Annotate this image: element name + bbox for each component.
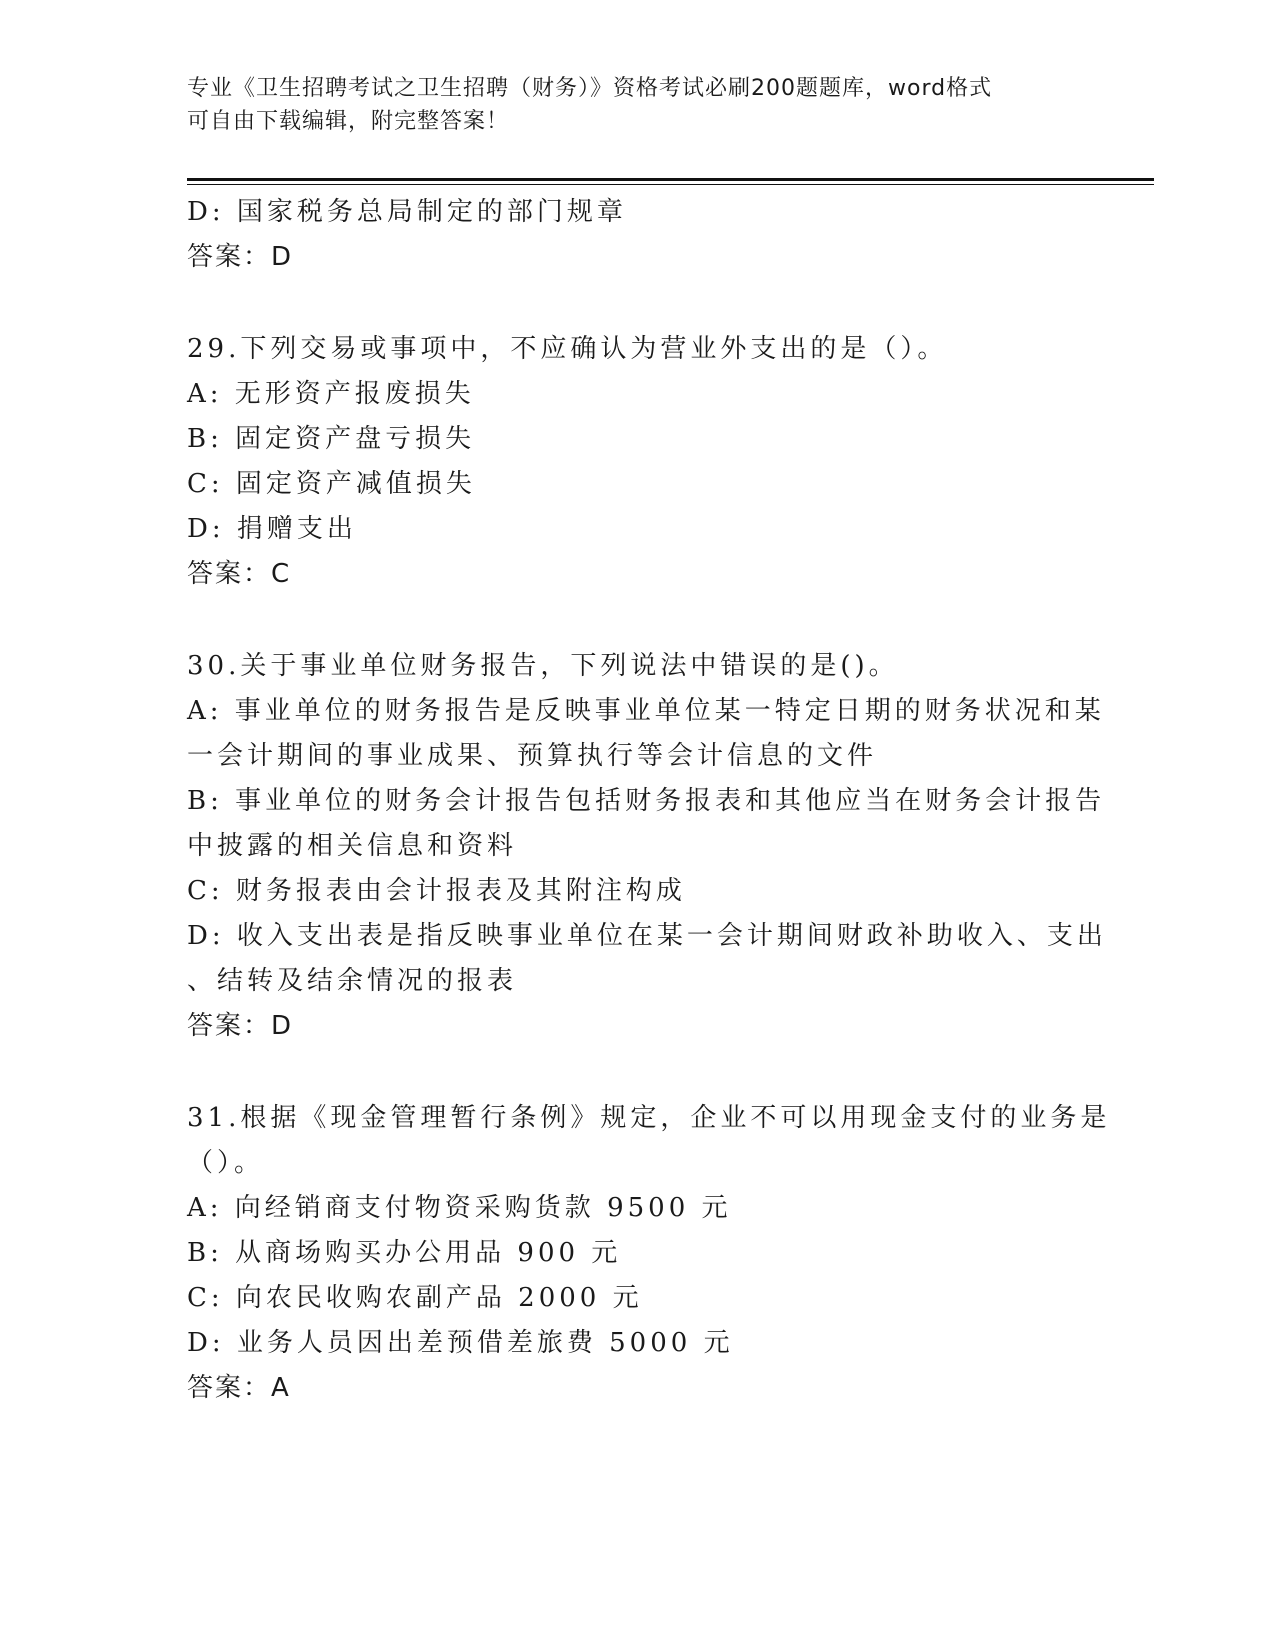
option-d: D: 业务人员因出差预借差旅费 5000 元 <box>187 1328 734 1358</box>
option-b: B: 从商场购买办公用品 900 元 <box>187 1238 622 1268</box>
option-c: C: 财务报表由会计报表及其附注构成 <box>187 876 686 906</box>
spacer <box>187 280 1087 327</box>
option-d: D: 国家税务总局制定的部门规章 <box>187 197 627 227</box>
header-divider-thin <box>187 184 1154 185</box>
option-d-line-2: 、结转及结余情况的报表 <box>187 966 518 996</box>
option-a: A: 向经销商支付物资采购货款 9500 元 <box>187 1193 732 1223</box>
option-d: D: 捐赠支出 <box>187 514 357 544</box>
spacer <box>187 1049 1087 1096</box>
header-line-1: 专业《卫生招聘考试之卫生招聘（财务）》资格考试必刷200题题库，word格式 <box>187 76 993 101</box>
option-c: C: 向农民收购农副产品 2000 元 <box>187 1283 643 1313</box>
option-a: A: 无形资产报废损失 <box>187 379 475 409</box>
answer-label: 答案：A <box>187 1373 291 1403</box>
answer-label: 答案：D <box>187 1011 294 1041</box>
question-31 <box>187 1096 1111 1411</box>
option-c: C: 固定资产减值损失 <box>187 469 476 499</box>
option-a-line-2: 一会计期间的事业成果、预算执行等会计信息的文件 <box>187 741 878 771</box>
header-line-2: 可自由下载编辑，附完整答案！ <box>187 109 510 134</box>
header-divider-thick <box>187 178 1154 181</box>
option-b-line-1: B: 事业单位的财务会计报告包括财务报表和其他应当在财务会计报告 <box>187 786 1106 816</box>
question-content <box>187 190 1111 1411</box>
answer-label: 答案：D <box>187 242 294 272</box>
question-stem: 29.下列交易或事项中，不应确认为营业外支出的是（）。 <box>187 334 948 364</box>
question-stem: 30.关于事业单位财务报告，下列说法中错误的是()。 <box>187 651 899 681</box>
question-28-tail <box>187 190 1087 280</box>
answer-label: 答案：C <box>187 559 292 589</box>
option-b-line-2: 中披露的相关信息和资料 <box>187 831 518 861</box>
question-30 <box>187 644 1107 1049</box>
document-header <box>187 72 1067 138</box>
option-a-line-1: A: 事业单位的财务报告是反映事业单位某一特定日期的财务状况和某 <box>187 696 1105 726</box>
option-d-line-1: D: 收入支出表是指反映事业单位在某一会计期间财政补助收入、支出 <box>187 921 1107 951</box>
question-29 <box>187 327 1087 597</box>
option-b: B: 固定资产盘亏损失 <box>187 424 476 454</box>
question-stem-line-2: （）。 <box>187 1148 265 1178</box>
question-stem-line-1: 31.根据《现金管理暂行条例》规定，企业不可以用现金支付的业务是 <box>187 1103 1111 1133</box>
spacer <box>187 597 1087 644</box>
